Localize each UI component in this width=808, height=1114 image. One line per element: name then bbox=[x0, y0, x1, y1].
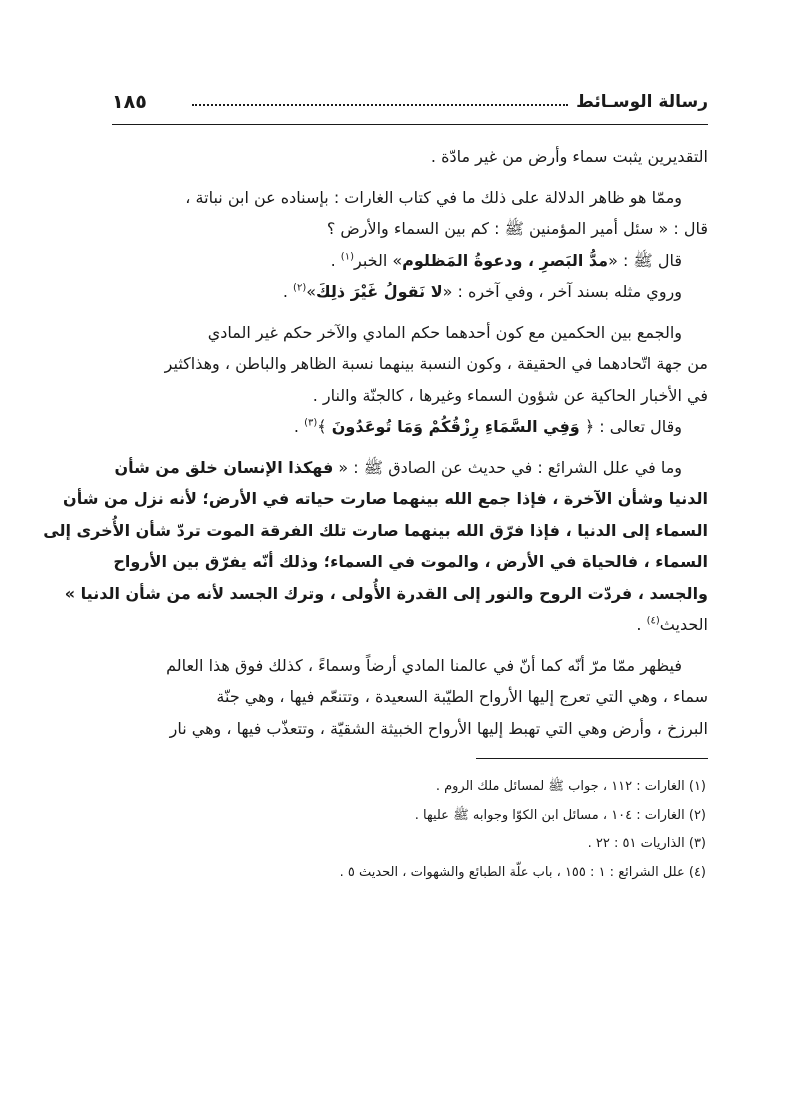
footnote-item: (٣) الذاريات ٥١ : ٢٢ . bbox=[587, 836, 706, 851]
text-line: الدنيا وشأن الآخرة ، فإذا جمع الله بينهما صارت حياته في الأرض؛ لأنه نزل من شأن bbox=[63, 489, 708, 508]
footnote-ref[interactable]: (١) bbox=[340, 251, 354, 263]
text-line bbox=[112, 411, 708, 443]
footnote-ref[interactable]: (٤) bbox=[646, 615, 660, 627]
text-line bbox=[112, 276, 708, 308]
text-line: السماء إلى الدنيا ، فإذا فرّق الله بينهما صارت تلك الفرقة الموت تردّ شأن الأُخرى إلى bbox=[43, 520, 708, 540]
text-line: التقديرين يثبت سماء وأرض من غير مادّة . bbox=[430, 147, 708, 166]
line-end: . bbox=[330, 250, 341, 270]
text-line: في الأخبار الحاكية عن شؤون السماء وغيرها ، كالجنّة والنار . bbox=[312, 385, 708, 405]
footnote-ref[interactable]: (٣) bbox=[304, 417, 318, 429]
quran-verse: وَفِي السَّمَاءِ رِزْقُكُمْ وَمَا تُوعَدُونَ bbox=[331, 417, 580, 436]
hadith-quote: مدُّ البَصرِ ، ودعوةُ المَظلوم bbox=[402, 250, 609, 270]
running-header bbox=[112, 86, 708, 125]
running-title: رسالة الوسـائط bbox=[576, 92, 708, 112]
line-end: . bbox=[282, 282, 294, 301]
line-suffix: » الخبر bbox=[353, 250, 403, 270]
line-end: . bbox=[293, 417, 305, 436]
book-page bbox=[43, 86, 708, 887]
line-prefix: قال ﷺ : « bbox=[608, 250, 682, 270]
text-line: سماء ، وهي التي تعرج إليها الأرواح الطيّبة السعيدة ، وتتنعّم فيها ، وهي جنّة bbox=[216, 687, 708, 706]
line-prefix: الحديث bbox=[659, 615, 708, 634]
footnote-ref[interactable]: (٢) bbox=[293, 282, 307, 294]
footnote-item: (٢) الغارات : ١٠٤ ، مسائل ابن الكوّا وجوابه ﷺ عليها . bbox=[414, 807, 706, 823]
line-prefix: وروي مثله بسند آخر ، وفي آخره : « bbox=[442, 282, 682, 301]
footnote-item: (١) الغارات : ١١٢ ، جواب ﷺ لمسائل ملك الروم . bbox=[435, 779, 706, 794]
body-text bbox=[43, 141, 708, 744]
line-suffix: » bbox=[306, 282, 317, 301]
hadith-quote: لا نَقولُ غَيْرَ ذلِكَ bbox=[316, 282, 443, 301]
text-line bbox=[112, 452, 708, 484]
footnotes bbox=[112, 773, 708, 887]
line-prefix: وما في علل الشرائع : في حديث عن الصادق ﷺ : « bbox=[333, 457, 682, 477]
text-line: والجمع بين الحكمين مع كون أحدهما حكم المادي والآخر حكم غير المادي bbox=[207, 322, 682, 342]
footnote-divider bbox=[476, 758, 708, 759]
line-suffix: ﴾ bbox=[317, 417, 332, 436]
hadith-quote: فهكذا الإنسان خلق من شأن bbox=[114, 457, 334, 477]
line-end: . bbox=[636, 615, 647, 634]
line-prefix: وقال تعالى : ﴿ bbox=[579, 417, 682, 436]
footnote-item: (٤) علل الشرائع : ١ : ١٥٥ ، باب علّة الطبائع والشهوات ، الحديث ٥ . bbox=[339, 864, 706, 880]
text-line: السماء ، فالحياة في الأرض ، والموت في السماء؛ وذلك أنّه يفرّق بين الأرواح bbox=[113, 552, 708, 571]
text-line: من جهة اتّحادهما في الحقيقة ، وكون النسبة بينهما نسبة الظاهر والباطن ، وهذاكثير bbox=[164, 354, 708, 373]
text-line: والجسد ، فردّت الروح والنور إلى القدرة الأُولى ، وترك الجسد لأنه من شأن الدنيا » bbox=[64, 583, 708, 603]
text-line: قال : « سئل أمير المؤمنين ﷺ : كم بين السماء والأرض ؟ bbox=[326, 219, 708, 238]
text-line: البرزخ ، وأرض وهي التي تهبط إليها الأرواح الخبيثة الشقيّة ، وتتعذّب فيها ، وهي نار bbox=[169, 718, 708, 738]
text-line bbox=[112, 609, 708, 641]
text-line: فيظهر ممّا مرّ أنّه كما أنّ في عالمنا المادي أرضاً وسماءً ، كذلك فوق هذا العالم bbox=[166, 655, 682, 675]
text-line: وممّا هو ظاهر الدلالة على ذلك ما في كتاب الغارات : بإسناده عن ابن نباتة ، bbox=[185, 187, 682, 207]
page-number: ١٨٥ bbox=[112, 91, 147, 113]
leader-dots bbox=[192, 104, 568, 106]
text-line bbox=[112, 245, 708, 277]
